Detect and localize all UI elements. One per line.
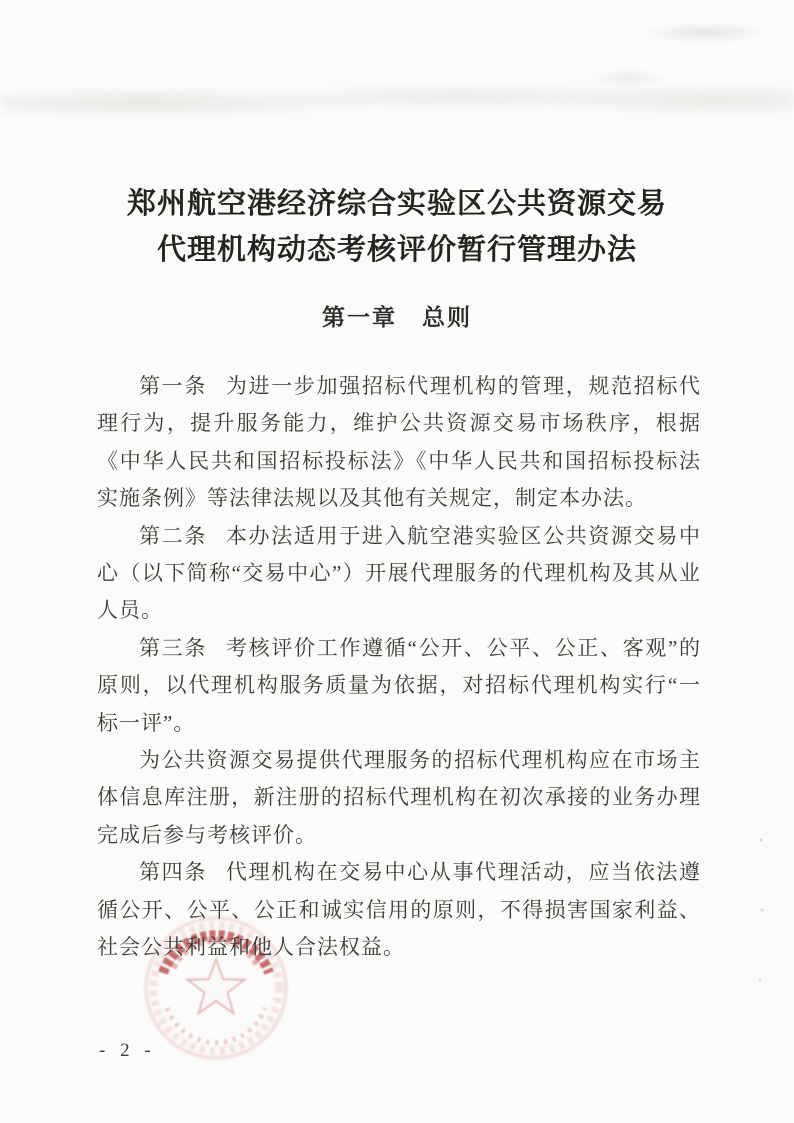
scan-edge-marks [756,820,766,1020]
paragraph-article-3-continued [97,742,701,854]
article-number: 第一条 [139,374,207,398]
paragraph-text: 考核评价工作遵循“公开、公平、公正、客观”的原则，以代理机构服务质量为依据，对招标代理机构实行“一标一评”。 [97,635,702,735]
document-body [97,368,701,967]
scan-smudge-artifact [574,0,794,130]
article-number: 第二条 [139,523,207,548]
page-number: - 2 - [99,1040,156,1061]
paragraph-text: 为公共资源交易提供代理服务的招标代理机构应在市场主体信息库注册，新注册的招标代理机构在初次承接的业务办理完成后参与考核评价。 [97,748,701,847]
document-title-line-1: 郑州航空港经济综合实验区公共资源交易 [126,188,667,220]
seal-bottom-serial-arc [167,1008,265,1043]
document-title-line-2: 代理机构动态考核评价暂行管理办法 [156,234,637,266]
seal-star-icon [188,959,245,1013]
paragraph-text: 为进一步加强招标代理机构的管理，规范招标代理行为，提升服务能力，维护公共资源交易市场秩序，根据《中华人民共和国招标投标法》《中华人民共和国招标投标法实施条例》等法律法规以及其他有关规定，制定本办法。 [97,374,702,511]
paragraph-article-4 [97,854,701,966]
article-number: 第三条 [139,635,208,660]
paragraph-text: 本办法适用于进入航空港实验区公共资源交易中心（以下简称“交易中心”）开展代理服务的代理机构及其从业人员。 [97,523,702,623]
article-number: 第四条 [139,860,207,885]
paragraph-article-2 [97,518,701,630]
scan-bleedthrough-artifact [0,70,794,130]
chapter-heading: 第一章 总则 [322,304,472,330]
document-title [0,181,794,273]
paragraph-article-3 [97,630,701,742]
paragraph-article-1 [97,368,701,518]
paragraph-text: 代理机构在交易中心从事代理活动，应当依法遵循公开、公平、公正和诚实信用的原则，不得损害国家利益、社会公共利益和他人合法权益。 [97,860,702,960]
